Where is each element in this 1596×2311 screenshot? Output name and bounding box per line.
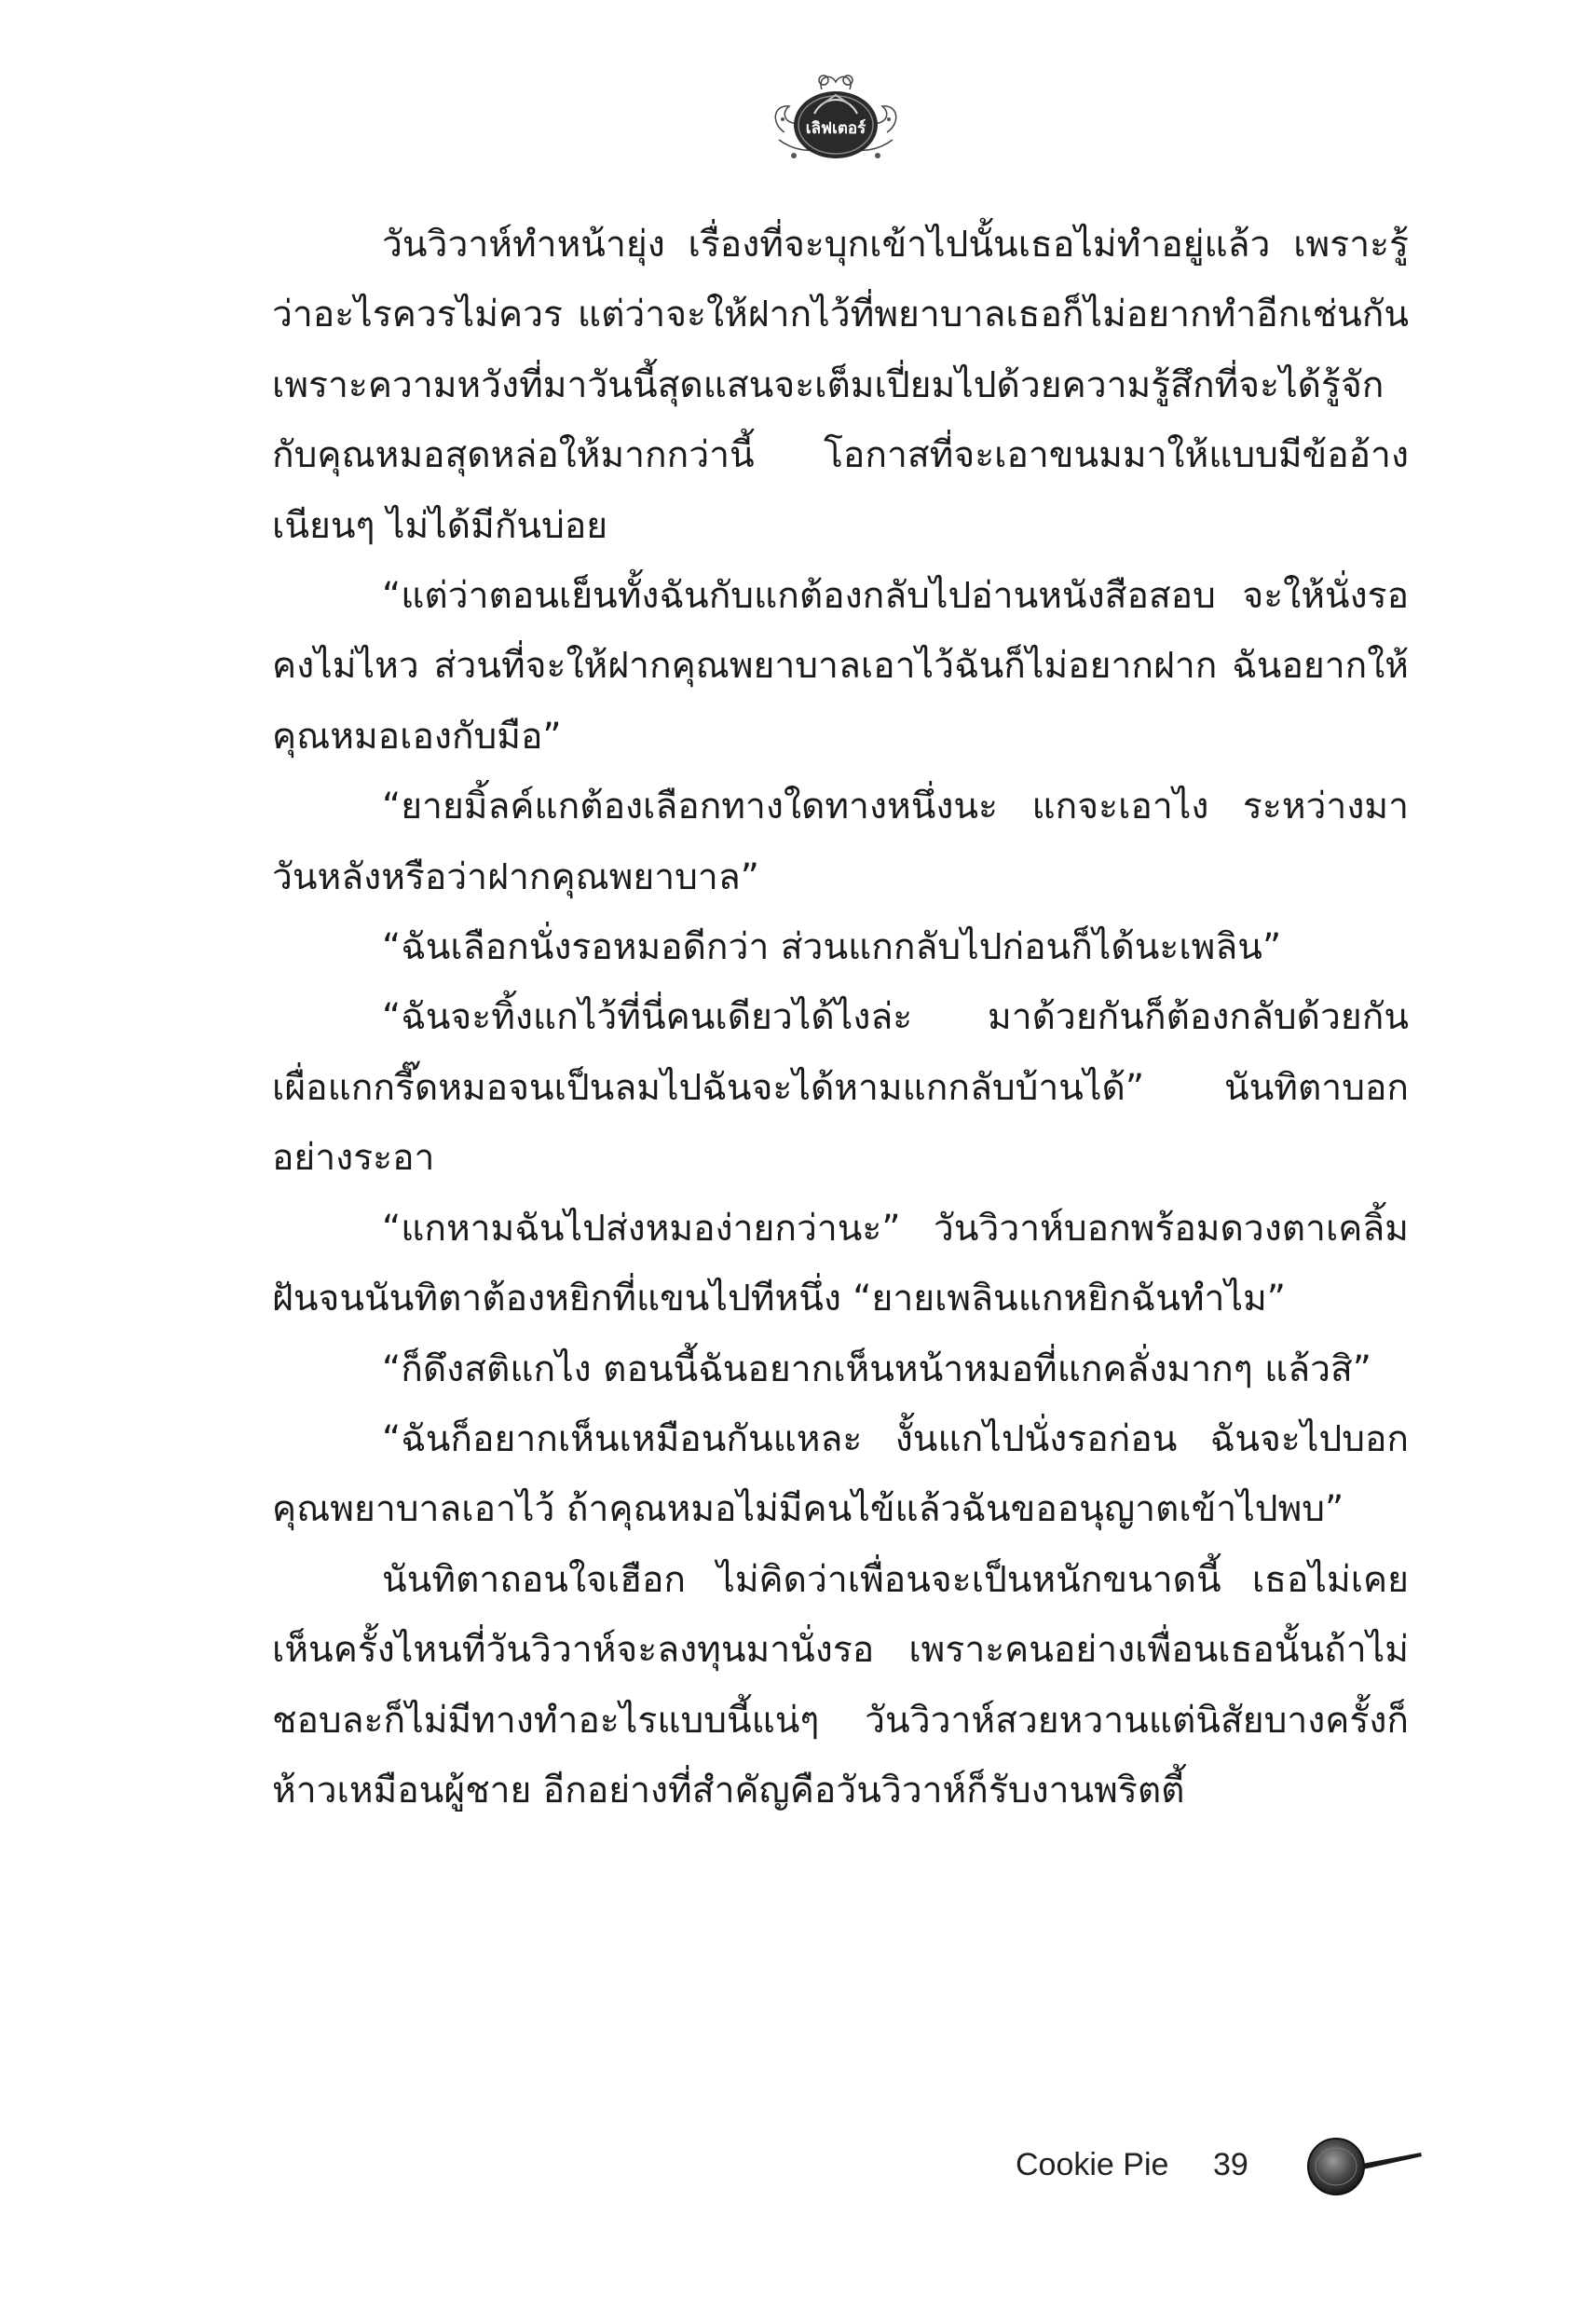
emblem-text: เลิฟเตอร์ (805, 119, 866, 138)
paragraph: “ฉันก็อยากเห็นเหมือนกันแหละ งั้นแกไปนั่งรอก่อน ฉันจะไปบอกคุณพยาบาลเอาไว้ ถ้าคุณหมอไม่มีคนไข้แล้วฉันขออนุญาตเข้าไปพบ” (272, 1417, 1409, 1531)
paragraph: วันวิวาห์ทำหน้ายุ่ง เรื่องที่จะบุกเข้าไปนั้นเธอไม่ทำอยู่แล้ว เพราะรู้ว่าอะไรควรไม่ควร แต่ว่าจะให้ฝากไว้ที่พยาบาลเธอก็ไม่อยากทำอีกเช่นกัน เพราะความหวังที่มาวันนี้สุดแสนจะเต็มเปี่ยมไปด้วยความรู้สึกที่จะได้รู้จักกับคุณหมอสุดหล่อให้มากกว่านี้ โอกาสที่จะเอาขนมมาให้แบบมีข้ออ้างเนียนๆ ไม่ได้มีกันบ่อย (272, 224, 1409, 547)
paragraph: “ก็ดึงสติแกไง ตอนนี้ฉันอยากเห็นหน้าหมอที่แกคลั่งมากๆ แล้วสิ” (382, 1347, 1372, 1390)
book-title: Cookie Pie (1016, 2147, 1169, 2182)
paragraph: “แกหามฉันไปส่งหมอง่ายกว่านะ” วันวิวาห์บอกพร้อมดวงตาเคลิ้มฝันจนนันทิตาต้องหยิกที่แขนไปทีหนึ่ง “ยายเพลินแกหยิกฉันทำไม” (272, 1207, 1409, 1320)
page-footer (1016, 2134, 1500, 2199)
header-crest-logo (766, 67, 906, 170)
paragraph: “ยายมิ้ลค์แกต้องเลือกทางใดทางหนึ่งนะ แกจะเอาไง ระหว่างมาวันหลังหรือว่าฝากคุณพยาบาล” (272, 786, 1409, 898)
page-number: 39 (1213, 2147, 1248, 2182)
body-text (272, 210, 1409, 1826)
paragraph: “ฉันจะทิ้งแกไว้ที่นี่คนเดียวได้ไงล่ะ มาด้วยกันก็ต้องกลับด้วยกัน เผื่อแกกรี๊ดหมอจนเป็นลมไปฉันจะได้หามแกกลับบ้านได้” นันทิตาบอกอย่างระอา (272, 996, 1409, 1180)
paragraph: “แต่ว่าตอนเย็นทั้งฉันกับแกต้องกลับไปอ่านหนังสือสอบ จะให้นั่งรอคงไม่ไหว ส่วนที่จะให้ฝากคุณพยาบาลเอาไว้ฉันก็ไม่อยากฝาก ฉันอยากให้คุณหมอเองกับมือ” (272, 575, 1409, 758)
frying-pan-icon (1304, 2134, 1425, 2199)
paragraph: นันทิตาถอนใจเฮือก ไม่คิดว่าเพื่อนจะเป็นหนักขนาดนี้ เธอไม่เคยเห็นครั้งไหนที่วันวิวาห์จะลงทุนมานั่งรอ เพราะคนอย่างเพื่อนเธอนั้นถ้าไม่ชอบละก็ไม่มีทางทำอะไรแบบนี้แน่ๆ วันวิวาห์สวยหวานแต่นิสัยบางครั้งก็ห้าวเหมือนผู้ชาย อีกอย่างที่สำคัญคือวันวิวาห์ก็รับงานพริตตี้ (272, 1558, 1409, 1812)
paragraph: “ฉันเลือกนั่งรอหมอดีกว่า ส่วนแกกลับไปก่อนก็ได้นะเพลิน” (382, 926, 1282, 969)
